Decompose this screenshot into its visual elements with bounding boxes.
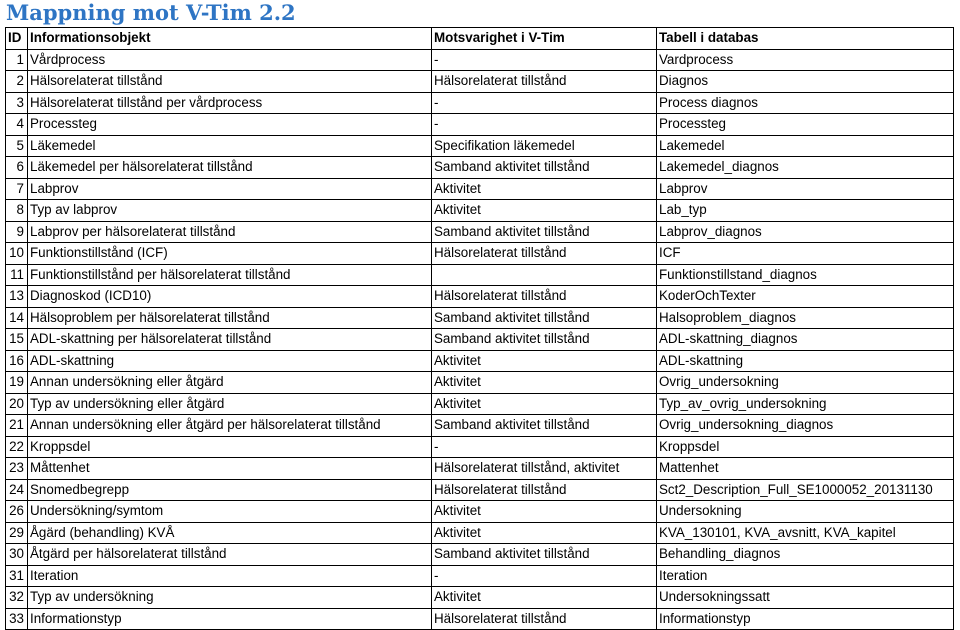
cell-informationsobjekt: Kroppsdel [28,436,432,458]
cell-id: 5 [6,135,28,157]
cell-tabell: Behandling_diagnos [657,544,954,566]
cell-motsvarighet: - [432,565,657,587]
cell-informationsobjekt: ADL-skattning [28,350,432,372]
cell-tabell: Typ_av_ovrig_undersokning [657,393,954,415]
column-header-motsvarighet: Motsvarighet i V-Tim [432,28,657,50]
cell-id: 7 [6,178,28,200]
cell-informationsobjekt: Hälsorelaterat tillstånd per vårdprocess [28,92,432,114]
cell-motsvarighet: - [432,49,657,71]
cell-motsvarighet: Hälsorelaterat tillstånd [432,71,657,93]
cell-tabell: ICF [657,243,954,265]
table-row [6,178,954,200]
cell-tabell: Kroppsdel [657,436,954,458]
cell-informationsobjekt: Labprov per hälsorelaterat tillstånd [28,221,432,243]
cell-id: 16 [6,350,28,372]
cell-tabell: Vardprocess [657,49,954,71]
cell-id: 2 [6,71,28,93]
table-row [6,479,954,501]
cell-id: 13 [6,286,28,308]
table-row [6,49,954,71]
cell-id: 3 [6,92,28,114]
table-row [6,587,954,609]
cell-tabell: Diagnos [657,71,954,93]
cell-informationsobjekt: ADL-skattning per hälsorelaterat tillstånd [28,329,432,351]
cell-informationsobjekt: Ågärd (behandling) KVÅ [28,522,432,544]
cell-tabell: ADL-skattning_diagnos [657,329,954,351]
table-row [6,393,954,415]
cell-informationsobjekt: Snomedbegrepp [28,479,432,501]
page-title: Mappning mot V-Tim 2.2 [6,0,296,25]
cell-id: 23 [6,458,28,480]
cell-tabell: Process diagnos [657,92,954,114]
cell-tabell: ADL-skattning [657,350,954,372]
cell-informationsobjekt: Funktionstillstånd (ICF) [28,243,432,265]
cell-motsvarighet: Hälsorelaterat tillstånd [432,479,657,501]
cell-id: 4 [6,114,28,136]
cell-tabell: Mattenhet [657,458,954,480]
cell-informationsobjekt: Hälsoproblem per hälsorelaterat tillstånd [28,307,432,329]
column-header-tabell: Tabell i databas [657,28,954,50]
table-row [6,221,954,243]
cell-motsvarighet: Aktivitet [432,200,657,222]
cell-informationsobjekt: Annan undersökning eller åtgärd [28,372,432,394]
cell-id: 32 [6,587,28,609]
table-row [6,264,954,286]
cell-id: 29 [6,522,28,544]
table-header-row [6,28,954,50]
cell-motsvarighet: Aktivitet [432,522,657,544]
cell-id: 33 [6,608,28,630]
table-row [6,436,954,458]
table-body [6,49,954,630]
table-row [6,307,954,329]
table-row [6,243,954,265]
cell-tabell: Undersokning [657,501,954,523]
cell-id: 30 [6,544,28,566]
cell-id: 24 [6,479,28,501]
cell-motsvarighet: - [432,92,657,114]
table-row [6,501,954,523]
column-header-id: ID [6,28,28,50]
cell-informationsobjekt: Måttenhet [28,458,432,480]
cell-motsvarighet: - [432,114,657,136]
cell-tabell: Sct2_Description_Full_SE1000052_20131130 [657,479,954,501]
table-row [6,522,954,544]
cell-motsvarighet: Hälsorelaterat tillstånd [432,608,657,630]
cell-motsvarighet: Samband aktivitet tillstånd [432,157,657,179]
cell-motsvarighet: Aktivitet [432,178,657,200]
cell-tabell: Lab_typ [657,200,954,222]
cell-informationsobjekt: Åtgärd per hälsorelaterat tillstånd [28,544,432,566]
cell-id: 6 [6,157,28,179]
table-row [6,544,954,566]
cell-informationsobjekt: Typ av undersökning eller åtgärd [28,393,432,415]
cell-motsvarighet: Aktivitet [432,350,657,372]
cell-tabell: Lakemedel_diagnos [657,157,954,179]
table-row [6,458,954,480]
cell-motsvarighet: Specifikation läkemedel [432,135,657,157]
cell-motsvarighet [432,264,657,286]
cell-informationsobjekt: Läkemedel [28,135,432,157]
cell-tabell: Undersokningssatt [657,587,954,609]
cell-id: 8 [6,200,28,222]
cell-informationsobjekt: Processteg [28,114,432,136]
cell-tabell: Labprov [657,178,954,200]
table-row [6,71,954,93]
cell-informationsobjekt: Iteration [28,565,432,587]
cell-tabell: Funktionstillstand_diagnos [657,264,954,286]
cell-informationsobjekt: Läkemedel per hälsorelaterat tillstånd [28,157,432,179]
cell-motsvarighet: Samband aktivitet tillstånd [432,544,657,566]
cell-tabell: Iteration [657,565,954,587]
table-row [6,114,954,136]
cell-informationsobjekt: Annan undersökning eller åtgärd per hälsorelaterat tillstånd [28,415,432,437]
table-row [6,157,954,179]
table-row [6,286,954,308]
cell-motsvarighet: - [432,436,657,458]
cell-motsvarighet: Hälsorelaterat tillstånd [432,286,657,308]
cell-motsvarighet: Hälsorelaterat tillstånd [432,243,657,265]
cell-tabell: Ovrig_undersokning [657,372,954,394]
table-row [6,608,954,630]
cell-id: 1 [6,49,28,71]
table-row [6,565,954,587]
cell-tabell: Halsoproblem_diagnos [657,307,954,329]
cell-id: 31 [6,565,28,587]
cell-tabell: Informationstyp [657,608,954,630]
cell-motsvarighet: Samband aktivitet tillstånd [432,221,657,243]
cell-tabell: KVA_130101, KVA_avsnitt, KVA_kapitel [657,522,954,544]
cell-id: 20 [6,393,28,415]
cell-informationsobjekt: Vårdprocess [28,49,432,71]
cell-informationsobjekt: Typ av undersökning [28,587,432,609]
cell-tabell: Processteg [657,114,954,136]
cell-motsvarighet: Aktivitet [432,501,657,523]
cell-id: 14 [6,307,28,329]
cell-motsvarighet: Aktivitet [432,393,657,415]
cell-motsvarighet: Samband aktivitet tillstånd [432,415,657,437]
mapping-table [5,27,954,630]
cell-id: 10 [6,243,28,265]
cell-motsvarighet: Hälsorelaterat tillstånd, aktivitet [432,458,657,480]
cell-tabell: Labprov_diagnos [657,221,954,243]
cell-informationsobjekt: Funktionstillstånd per hälsorelaterat tillstånd [28,264,432,286]
table-row [6,92,954,114]
cell-id: 19 [6,372,28,394]
cell-motsvarighet: Samband aktivitet tillstånd [432,329,657,351]
cell-tabell: KoderOchTexter [657,286,954,308]
cell-informationsobjekt: Diagnoskod (ICD10) [28,286,432,308]
cell-informationsobjekt: Undersökning/symtom [28,501,432,523]
cell-id: 21 [6,415,28,437]
cell-motsvarighet: Aktivitet [432,587,657,609]
table-row [6,372,954,394]
table-row [6,329,954,351]
column-header-informationsobjekt: Informationsobjekt [28,28,432,50]
table-row [6,135,954,157]
table-row [6,350,954,372]
cell-id: 11 [6,264,28,286]
cell-informationsobjekt: Labprov [28,178,432,200]
cell-id: 15 [6,329,28,351]
cell-motsvarighet: Aktivitet [432,372,657,394]
cell-tabell: Lakemedel [657,135,954,157]
cell-motsvarighet: Samband aktivitet tillstånd [432,307,657,329]
cell-informationsobjekt: Informationstyp [28,608,432,630]
cell-id: 22 [6,436,28,458]
table-row [6,200,954,222]
cell-tabell: Ovrig_undersokning_diagnos [657,415,954,437]
cell-id: 26 [6,501,28,523]
cell-id: 9 [6,221,28,243]
cell-informationsobjekt: Typ av labprov [28,200,432,222]
table-row [6,415,954,437]
cell-informationsobjekt: Hälsorelaterat tillstånd [28,71,432,93]
